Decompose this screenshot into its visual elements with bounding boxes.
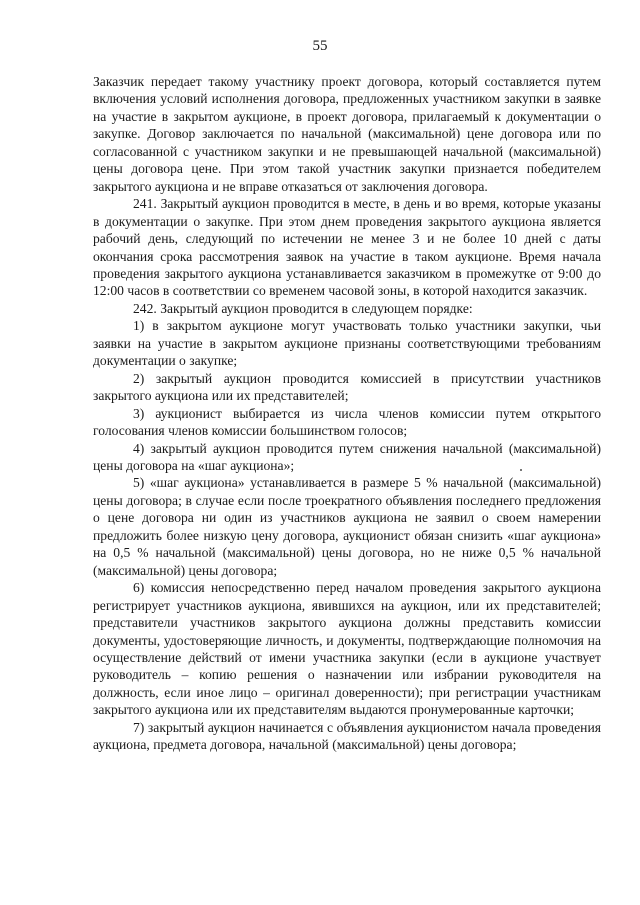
list-item-3: 3) аукционист выбирается из числа членов комиссии путем открытого голосования членов комиссии большинством голосов;	[93, 405, 601, 439]
list-item-6: 6) комиссия непосредственно перед началом проведения закрытого аукциона регистрирует участников аукциона, явившихся на аукцион, или их представителей; представители участников закрытого аукциона должны представить комиссии документы, удостоверяющие личность, и документы, подтверждающие полномочия на осуществление действий от имени участника закупки (если в аукционе участвует руководитель – копию решения о назначении или избрании руководителя на должность, если иное лицо – оригинал доверенности); при регистрации участникам закрытого аукциона или их представителям выдаются пронумерованные карточки;	[93, 580, 601, 718]
list-item-5: 5) «шаг аукциона» устанавливается в размере 5 % начальной (максимальной) цены договора; в случае если после троекратного объявления последнего предложения о цене договора ни один из участников аукциона не заявил о своем намерении предложить более низкую цену договора, аукционист обязан снизить «шаг аукциона» на 0,5 % начальной (максимальной) цены договора, но не ниже 0,5 % начальной (максимальной) цены договора;	[93, 475, 601, 578]
paragraph-242: 242. Закрытый аукцион проводится в следующем порядке:	[133, 300, 473, 316]
list-item-1: 1) в закрытом аукционе могут участвовать только участники закупки, чьи заявки на участие в закрытом аукционе признаны соответствующими требованиям документации о закупке;	[93, 318, 601, 369]
body-text	[93, 73, 601, 754]
scan-speck	[520, 469, 522, 471]
paragraph-241: 241. Закрытый аукцион проводится в месте, в день и во время, которые указаны в документации о закупке. При этом днем проведения закрытого аукциона является рабочий день, следующий по истечении не менее 3 и не более 10 дней с даты окончания срока рассмотрения заявок на участие в таком аукционе. Время начала проведения закрытого аукциона устанавливается заказчиком в промежутке от 9:00 до 12:00 часов в соответствии со временем часовой зоны, в которой находится заказчик.	[93, 196, 601, 299]
list-item-2: 2) закрытый аукцион проводится комиссией в присутствии участников закрытого аукциона или их представителей;	[93, 370, 601, 404]
list-item-7: 7) закрытый аукцион начинается с объявления аукционистом начала проведения аукциона, предмета договора, начальной (максимальной) цены договора;	[93, 719, 601, 753]
paragraph-continuation: Заказчик передает такому участнику проект договора, который составляется путем включения условий исполнения договора, предложенных участником закупки в заявке на участие в закрытом аукционе, в проект договора, прилагаемый к документации о закупке. Договор заключается по начальной (максимальной) цене договора или по согласованной с участником закупки и не превышающей начальной (максимальной) цены договора цене. При этом такой участник закупки признается победителем закрытого аукциона и не вправе отказаться от заключения договора.	[93, 74, 601, 194]
page-number: 55	[312, 38, 328, 54]
list-item-4: 4) закрытый аукцион проводится путем снижения начальной (максимальной) цены договора на «шаг аукциона»;	[93, 440, 601, 473]
